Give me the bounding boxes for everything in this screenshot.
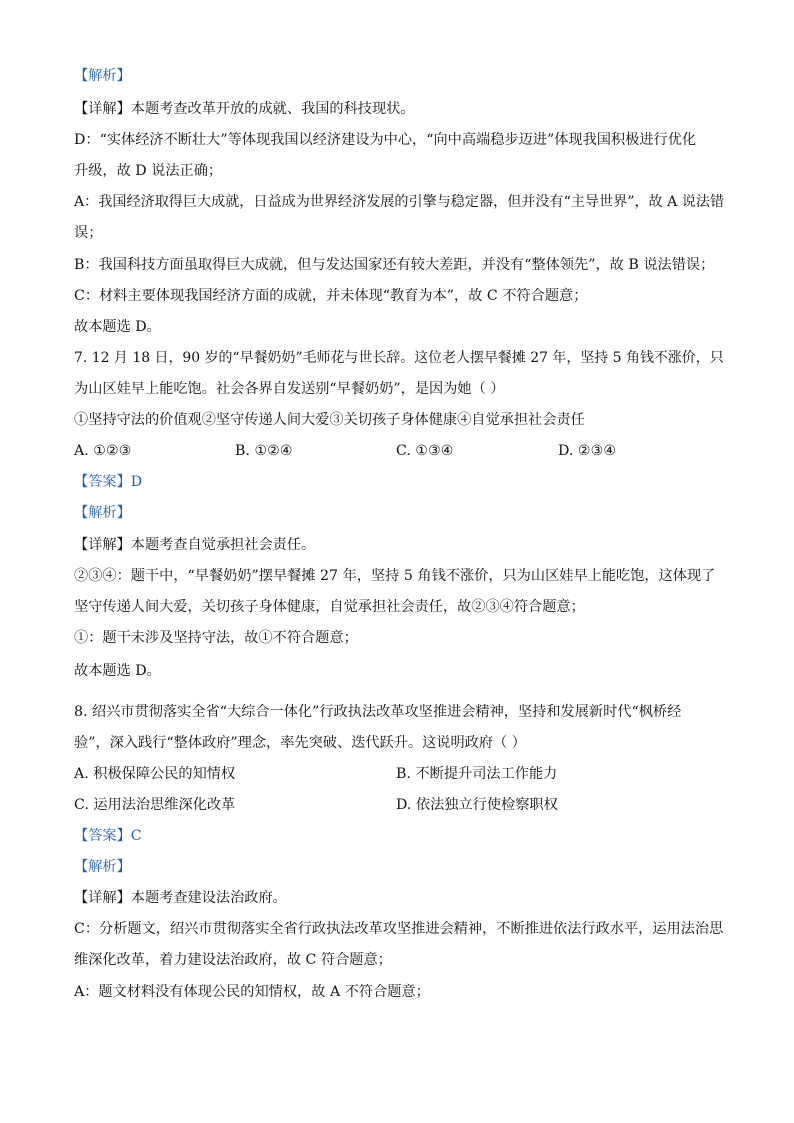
analysis-tag: 【解析】 xyxy=(74,68,131,84)
explanation-line: 升级，故 D 说法正确； xyxy=(74,163,223,179)
analysis-tag: 【解析】 xyxy=(74,505,131,521)
q8-option-a: A. 积极保障公民的知情权 xyxy=(74,766,236,782)
explanation-line: 维深化改革，着力建设法治政府，故 C 符合题意； xyxy=(74,952,392,968)
q7-option-b: B. ①②④ xyxy=(235,443,293,459)
explanation-line: ②③④：题干中，“早餐奶奶”摆早餐摊 27 年，坚持 5 角钱不涨价，只为山区娃早上能吃饱，这体现了 xyxy=(74,568,716,584)
explanation-line: 误； xyxy=(74,225,103,241)
explanation-line: C：材料主要体现我国经济方面的成就，并未体现“教育为本”，故 C 不符合题意； xyxy=(74,288,588,304)
detail-line: 【详解】本题考查自觉承担社会责任。 xyxy=(74,537,316,553)
analysis-tag: 【解析】 xyxy=(74,859,131,875)
explanation-line: B：我国科技方面虽取得巨大成就，但与发达国家还有较大差距，并没有“整体领先”，故 B 说法错误； xyxy=(74,257,715,273)
detail-line: 【详解】本题考查建设法治政府。 xyxy=(74,890,287,906)
q7-option-a: A. ①②③ xyxy=(74,443,132,459)
answer-tag: 【答案】C xyxy=(74,828,142,844)
explanation-line: A：题文材料没有体现公民的知情权，故 A 不符合题意； xyxy=(74,984,430,1000)
question-7-stem: 为山区娃早上能吃饱。社会各界自发送别“早餐奶奶”，是因为她（ ） xyxy=(74,381,505,397)
explanation-line: 坚守传递人间大爱，关切孩子身体健康，自觉承担社会责任，故②③④符合题意； xyxy=(74,599,585,615)
q8-option-d: D. 依法独立行使检察职权 xyxy=(396,797,558,813)
explanation-line: ①：题干未涉及坚持守法，故①不符合题意； xyxy=(74,630,358,646)
question-7-stem: 7. 12 月 18 日，90 岁的“早餐奶奶”毛师花与世长辞。这位老人摆早餐摊 27 年，坚持 5 角钱不涨价，只 xyxy=(74,350,724,366)
detail-line: 【详解】本题考查改革开放的成就、我国的科技现状。 xyxy=(74,101,415,117)
q8-option-b: B. 不断提升司法工作能力 xyxy=(396,766,558,782)
conclusion-line: 故本题选 D。 xyxy=(74,663,161,679)
explanation-line: D：“实体经济不断壮大”等体现我国以经济建设为中心，“向中高端稳步迈进”体现我国积极进行优化 xyxy=(74,132,697,148)
q8-option-c: C. 运用法治思维深化改革 xyxy=(74,797,236,813)
answer-tag: 【答案】D xyxy=(74,474,143,490)
conclusion-line: 故本题选 D。 xyxy=(74,319,161,335)
question-8-stem: 验”，深入践行“整体政府”理念，率先突破、迭代跃升。这说明政府（ ） xyxy=(74,735,526,751)
question-8-stem: 8. 绍兴市贯彻落实全省“大综合一体化”行政执法改革攻坚推进会精神，坚持和发展新时代“枫桥经 xyxy=(74,704,682,720)
q7-option-d: D. ②③④ xyxy=(558,443,617,459)
q7-option-c: C. ①③④ xyxy=(396,443,454,459)
explanation-line: A：我国经济取得巨大成就，日益成为世界经济发展的引擎与稳定器，但并没有“主导世界”，故 A 说法错 xyxy=(74,194,725,210)
explanation-line: C：分析题文，绍兴市贯彻落实全省行政执法改革攻坚推进会精神，不断推进依法行政水平，运用法治思 xyxy=(74,921,724,937)
question-7-statements: ①坚持守法的价值观②坚守传递人间大爱③关切孩子身体健康④自觉承担社会责任 xyxy=(74,412,585,428)
